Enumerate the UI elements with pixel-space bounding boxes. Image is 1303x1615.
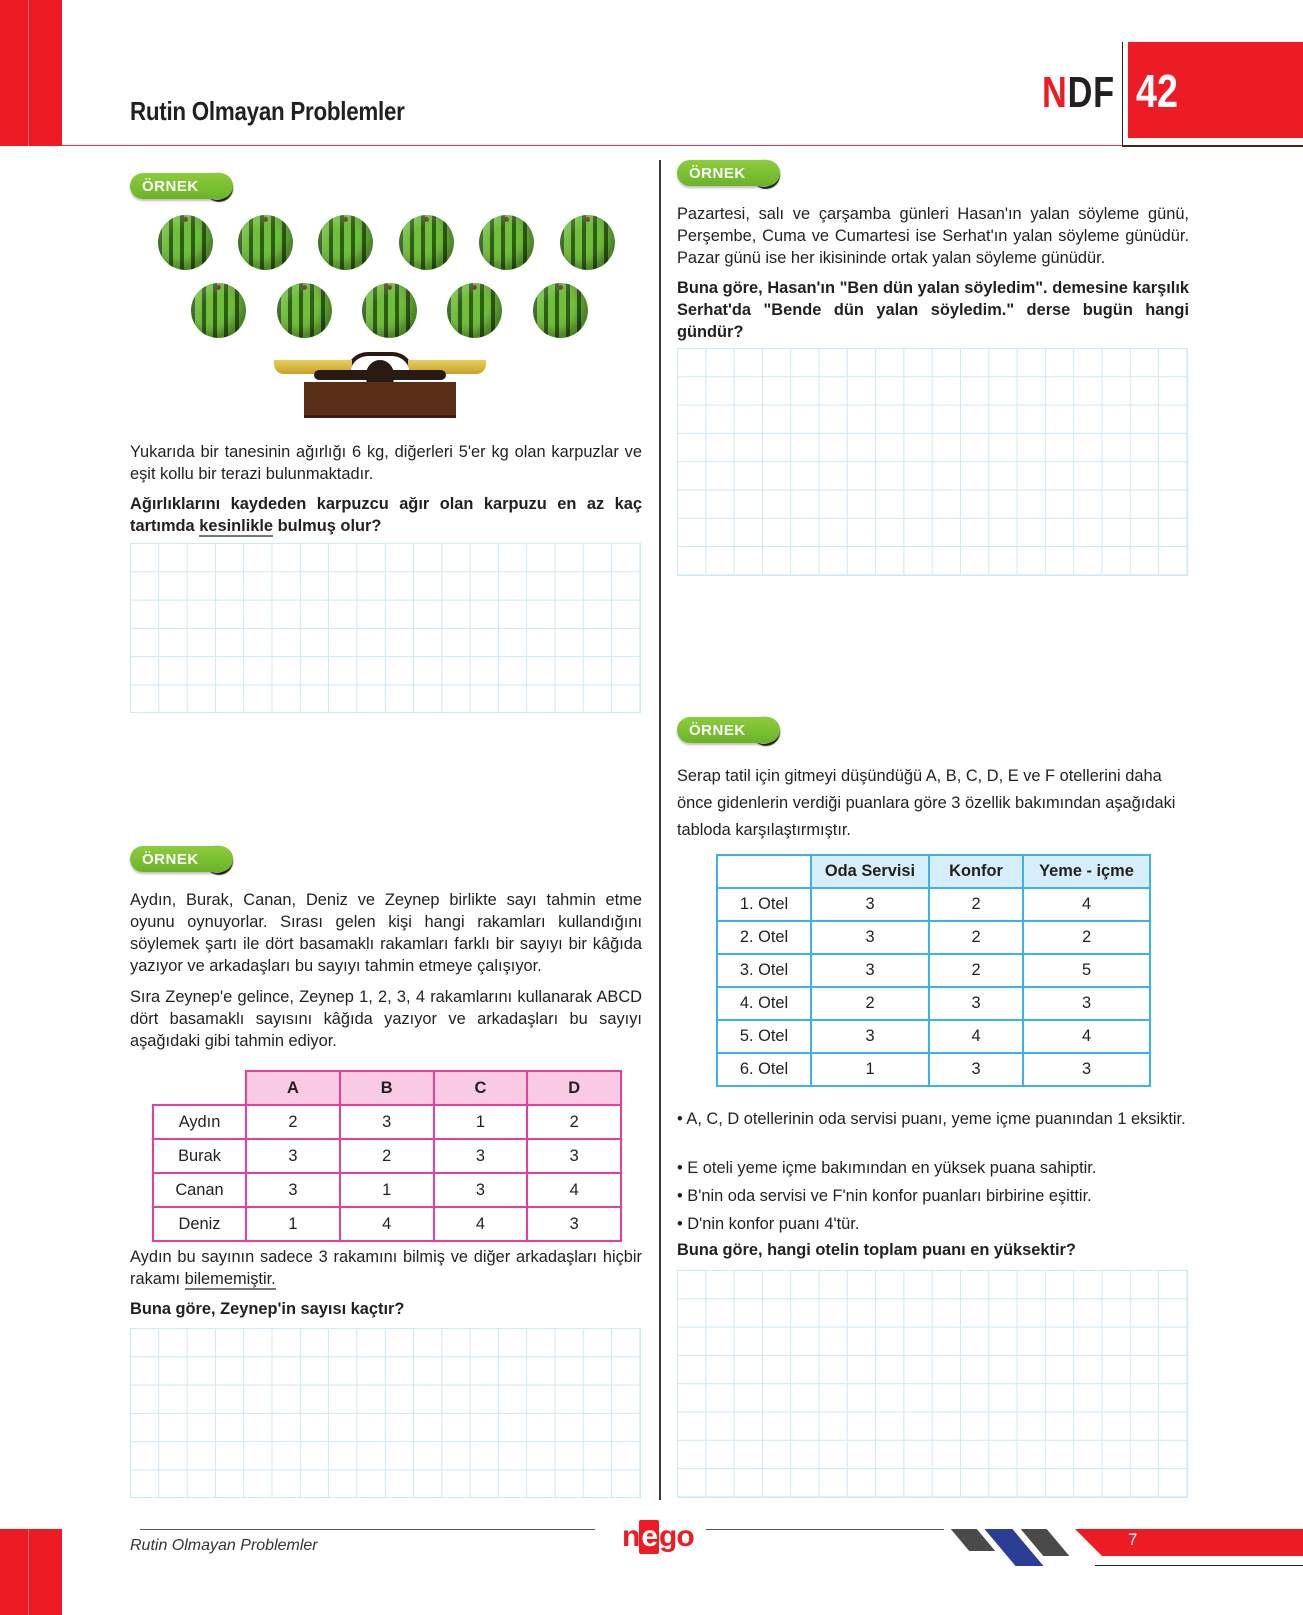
- emphasis-underline: bilememiştir.: [184, 1270, 276, 1288]
- table-cell: 1: [811, 1053, 929, 1086]
- watermelon-icon: [158, 215, 213, 270]
- bullet-item: • B'nin oda servisi ve F'nin konfor puanları birbirine eşittir.: [677, 1187, 1092, 1205]
- example-26-badge: [130, 845, 231, 873]
- watermelon-icon: [479, 215, 534, 270]
- table-cell: 4: [929, 1020, 1023, 1053]
- bullet-item: • A, C, D otellerinin oda servisi puanı, yeme içme puanından 1 eksiktir.: [677, 1110, 1186, 1128]
- column-header: Konfor: [929, 855, 1023, 888]
- watermelon-icon: [447, 283, 502, 338]
- table-cell: 2: [1023, 921, 1150, 954]
- watermelon-icon: [318, 215, 373, 270]
- scale-base: [304, 382, 456, 418]
- row-label: 6. Otel: [717, 1053, 811, 1086]
- table-cell: 2: [929, 954, 1023, 987]
- footer-divider-left: [140, 1529, 595, 1530]
- table-row: [717, 888, 1150, 921]
- answer-grid-28[interactable]: [677, 1270, 1188, 1498]
- table-cell: 3: [246, 1173, 340, 1207]
- page-title: Rutin Olmayan Problemler: [130, 96, 405, 126]
- row-label: Aydın: [153, 1105, 246, 1139]
- example-27-badge: [677, 159, 778, 187]
- row-label: 4. Otel: [717, 987, 811, 1020]
- column-divider: [659, 160, 661, 1500]
- table-cell: 3: [811, 888, 929, 921]
- table-cell: 3: [434, 1173, 528, 1207]
- example-25-question: [130, 493, 642, 537]
- guess-table: [152, 1070, 622, 1242]
- table-cell: 3: [811, 921, 929, 954]
- example-27-text: Pazartesi, salı ve çarşamba günleri Hasan'ın yalan söyleme günü, Perşembe, Cuma ve Cumartesi ise Serhat'ın yalan söyleme günüdür. Pazar günü ise her ikisininde ortak yalan söyleme günüdür.: [677, 205, 1189, 267]
- ndf-logo-df: DF: [1067, 68, 1115, 117]
- ndf-logo-n: N: [1042, 68, 1068, 117]
- emphasis-underline: kesinlikle: [199, 517, 274, 535]
- watermelon-icon: [238, 215, 293, 270]
- column-header: B: [340, 1071, 434, 1105]
- table-cell: 4: [340, 1207, 434, 1241]
- watermelon-icon: [533, 283, 588, 338]
- table-cell: 3: [811, 954, 929, 987]
- table-cell: 3: [929, 987, 1023, 1020]
- ndf-separator: [1122, 42, 1123, 146]
- example-26-text-1: Aydın, Burak, Canan, Deniz ve Zeynep birlikte sayı tahmin etme oyunu oynuyorlar. Sırası gelen kişi hangi rakamları kullandığını söylemek şartı ile dört basamaklı rakamları farklı bir sayıyı bir kâğıda yazıyor ve arkadaşları bu sayıyı tahmin etmeye çalışıyor.: [130, 891, 642, 975]
- row-label: Burak: [153, 1139, 246, 1173]
- table-cell: 4: [1023, 888, 1150, 921]
- table-cell: 4: [434, 1207, 528, 1241]
- question-text: bulmuş olur?: [273, 517, 382, 535]
- table-cell: 3: [527, 1139, 621, 1173]
- table-cell: 2: [246, 1105, 340, 1139]
- table-cell: 3: [1023, 1053, 1150, 1086]
- table-cell: 3: [1023, 987, 1150, 1020]
- question-text: Ağırlıklarını kaydeden karpuzcu ağır olan karpuzu en az kaç tartımda: [130, 495, 642, 535]
- page-number-underline: [1095, 1565, 1303, 1566]
- table-cell: 2: [527, 1105, 621, 1139]
- table-row: [717, 921, 1150, 954]
- condition-text: Aydın bu sayının sadece 3 rakamını bilmiş ve diğer arkadaşları hiçbir rakamı: [130, 1248, 642, 1288]
- page-number-tab: [1075, 1529, 1303, 1556]
- table-row: [153, 1173, 621, 1207]
- logo-part: go: [659, 1520, 694, 1553]
- answer-grid-26[interactable]: [130, 1328, 641, 1498]
- table-row: [153, 1139, 621, 1173]
- row-label: 3. Otel: [717, 954, 811, 987]
- table-row: [717, 954, 1150, 987]
- footer-title: Rutin Olmayan Problemler: [130, 1537, 318, 1554]
- ndf-logo: [1042, 68, 1115, 118]
- row-label: 2. Otel: [717, 921, 811, 954]
- table-cell: 2: [929, 921, 1023, 954]
- table-header-row: [717, 855, 1150, 888]
- hotel-table: [716, 854, 1151, 1087]
- example-28-text: Serap tatil için gitmeyi düşündüğü A, B, C, D, E ve F otellerini daha önce gidenlerin verdiği puanlara göre 3 özellik bakımından aşağıdaki tabloda karşılaştırmıştır.: [677, 767, 1176, 839]
- header-divider: [62, 145, 1122, 146]
- table-row: [153, 1207, 621, 1241]
- table-cell: 2: [811, 987, 929, 1020]
- left-red-strip-bottom: [0, 1529, 62, 1615]
- answer-grid-25[interactable]: [130, 543, 641, 713]
- badge-pill: ÖRNEK: [677, 160, 780, 186]
- table-cell: 4: [1023, 1020, 1150, 1053]
- row-label: Canan: [153, 1173, 246, 1207]
- ndf-underline: [1122, 145, 1303, 147]
- table-cell: 3: [929, 1053, 1023, 1086]
- table-cell: 3: [434, 1139, 528, 1173]
- badge-pill: ÖRNEK: [130, 846, 233, 872]
- table-row: [717, 987, 1150, 1020]
- table-corner: [153, 1071, 246, 1105]
- example-26-text-3: [130, 1246, 642, 1290]
- unit-number: 42: [1136, 65, 1178, 117]
- table-cell: 3: [246, 1139, 340, 1173]
- column-header: D: [527, 1071, 621, 1105]
- left-red-strip-top: [0, 0, 62, 146]
- watermelon-icon: [191, 283, 246, 338]
- table-cell: 5: [1023, 954, 1150, 987]
- example-28-badge: [677, 716, 778, 744]
- example-25-text: Yukarıda bir tanesinin ağırlığı 6 kg, diğerleri 5'er kg olan karpuzlar ve eşit kollu bir terazi bulunmaktadır.: [130, 443, 642, 483]
- table-cell: 1: [246, 1207, 340, 1241]
- page-number: 7: [1128, 1530, 1138, 1549]
- footer-divider-right: [706, 1529, 944, 1530]
- table-row: [717, 1053, 1150, 1086]
- table-row: [717, 1020, 1150, 1053]
- publisher-logo: [622, 1520, 694, 1554]
- badge-pill: ÖRNEK: [677, 717, 780, 743]
- example-26-question: Buna göre, Zeynep'in sayısı kaçtır?: [130, 1300, 405, 1318]
- table-header-row: [153, 1071, 621, 1105]
- table-cell: 1: [340, 1173, 434, 1207]
- table-cell: 1: [434, 1105, 528, 1139]
- bullet-item: • D'nin konfor puanı 4'tür.: [677, 1215, 860, 1233]
- table-cell: 3: [340, 1105, 434, 1139]
- table-row: [153, 1105, 621, 1139]
- watermelon-icon: [560, 215, 615, 270]
- bullet-item: • E oteli yeme içme bakımından en yüksek puana sahiptir.: [677, 1159, 1097, 1177]
- row-label: 5. Otel: [717, 1020, 811, 1053]
- logo-part: n: [622, 1520, 640, 1553]
- example-27-question: Buna göre, Hasan'ın "Ben dün yalan söyledim". demesine karşılık Serhat'da "Bende dün yalan söyledim." derse bugün hangi gündür?: [677, 279, 1189, 341]
- column-header: C: [434, 1071, 528, 1105]
- table-cell: 4: [527, 1173, 621, 1207]
- column-header: A: [246, 1071, 340, 1105]
- table-cell: 2: [929, 888, 1023, 921]
- column-header: Yeme - içme: [1023, 855, 1150, 888]
- watermelon-icon: [399, 215, 454, 270]
- badge-pill: ÖRNEK: [130, 173, 233, 199]
- table-cell: 3: [527, 1207, 621, 1241]
- logo-book-e: e: [641, 1520, 658, 1553]
- watermelon-icon: [277, 283, 332, 338]
- table-corner: [717, 855, 811, 888]
- example-25-badge: [130, 172, 231, 200]
- column-header: Oda Servisi: [811, 855, 929, 888]
- table-cell: 3: [811, 1020, 929, 1053]
- answer-grid-27[interactable]: [677, 348, 1188, 576]
- table-cell: 2: [340, 1139, 434, 1173]
- row-label: 1. Otel: [717, 888, 811, 921]
- example-28-question: Buna göre, hangi otelin toplam puanı en yüksektir?: [677, 1241, 1076, 1259]
- example-26-text-2: Sıra Zeynep'e gelince, Zeynep 1, 2, 3, 4 rakamlarını kullanarak ABCD dört basamaklı sayısını kâğıda yazıyor ve arkadaşları bu sayıyı aşağıdaki gibi tahmin ediyor.: [130, 988, 642, 1050]
- watermelon-icon: [362, 283, 417, 338]
- row-label: Deniz: [153, 1207, 246, 1241]
